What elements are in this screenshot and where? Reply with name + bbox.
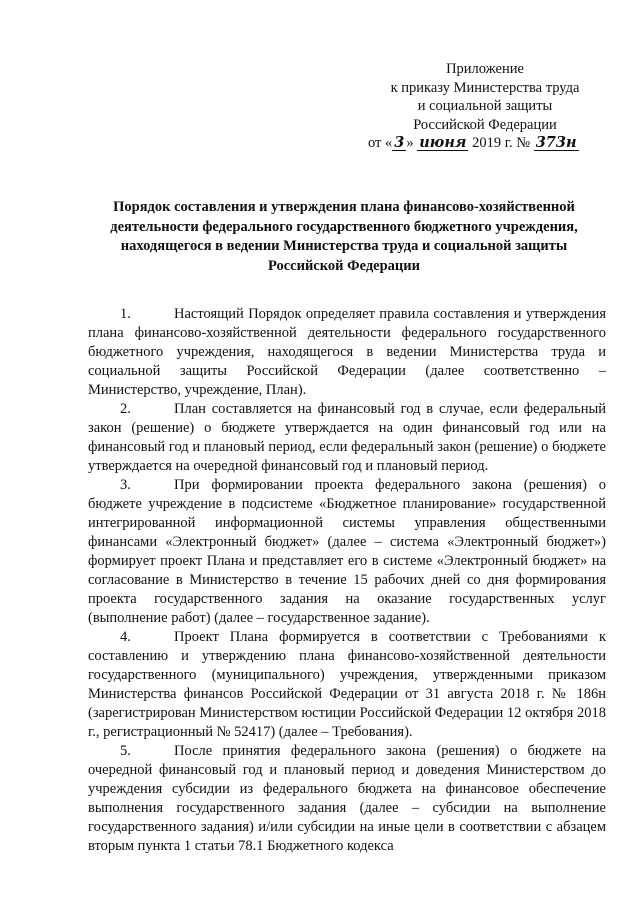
paragraph-text: Проект Плана формируется в соответствии с Требованиями к составлению и утверждению плана финансово-хозяйственной деятельности государственного (муниципального) учреждения, утвержденными приказом Министерства финансов Российской Федерации от 31 августа 2018 г. № 186н (зарегистрирован Министерством юстиции Российской Федерации 12 октября 2018 г., регистрационный № 52417) (далее – Требования).: [88, 629, 606, 740]
paragraph: [88, 742, 606, 856]
paragraph: [88, 476, 606, 628]
paragraph-text: План составляется на финансовый год в случае, если федеральный закон (решение) о бюджете утверждается на один финансовый год или на финансовый год и плановый период, если федеральный закон (решение) о бюджете утверждается на очередной финансовый год и плановый период.: [88, 401, 606, 474]
appendix-heading: Приложение: [446, 61, 524, 77]
handwritten-month: июня: [419, 134, 467, 151]
paragraph-number: 2.: [120, 401, 131, 417]
paragraph: [88, 400, 606, 476]
appendix-country-line: Российской Федерации: [413, 116, 557, 133]
document-title: Порядок составления и утверждения плана финансово-хозяйственной деятельности федерального государственного бюджетного учреждения, находящегося в ведении Министерства труда и социальной защиты Российской Федерации: [110, 199, 578, 274]
appendix-block: [360, 60, 610, 153]
paragraph: [88, 305, 606, 400]
paragraph-number: 5.: [120, 743, 131, 759]
paragraph-text: При формировании проекта федерального закона (решения) о бюджете учреждение в подсистеме «Бюджетное планирование» государственной интегрированной информационной системы управления общественными финансами «Электронный бюджет» (далее – система «Электронный бюджет») формирует проект Плана и представляет его в системе «Электронный бюджет» на согласование в Министерство в течение 15 рабочих дней со дня формирования проекта государственного задания на оказание государственных услуг (выполнение работ) (далее – государственное задание).: [88, 477, 606, 626]
date-mid: »: [406, 135, 414, 151]
paragraph-text: После принятия федерального закона (решения) о бюджете на очередной финансовый год и плановый период и доведения Министерством до учреждения субсидии из федерального бюджета на финансовое обеспечение выполнения государственного задания (далее – субсидии на выполнение государственного задания) и/или субсидии на иные цели в соответствии с абзацем вторым пункта 1 статьи 78.1 Бюджетного кодекса: [88, 743, 606, 854]
paragraph-number: 4.: [120, 629, 131, 645]
paragraph-text: Настоящий Порядок определяет правила составления и утверждения плана финансово-хозяйственной деятельности федерального государственного бюджетного учреждения, находящегося в ведении Министерства труда и социальной защиты Российской Федерации (далее соответственно – Министерство, учреждение, План).: [88, 306, 606, 398]
document-body: [88, 305, 606, 856]
appendix-order-line: к приказу Министерства труда: [390, 79, 580, 96]
paragraph-number: 1.: [120, 306, 131, 322]
paragraph-number: 3.: [120, 477, 131, 493]
handwritten-day: 3: [394, 134, 405, 151]
handwritten-order-number: 373н: [535, 134, 577, 151]
appendix-ministry-line: и социальной защиты: [417, 98, 553, 114]
date-prefix: от «: [368, 135, 393, 151]
paragraph: [88, 628, 606, 742]
appendix-date-line: [360, 134, 610, 153]
date-year: 2019 г. №: [472, 135, 531, 151]
